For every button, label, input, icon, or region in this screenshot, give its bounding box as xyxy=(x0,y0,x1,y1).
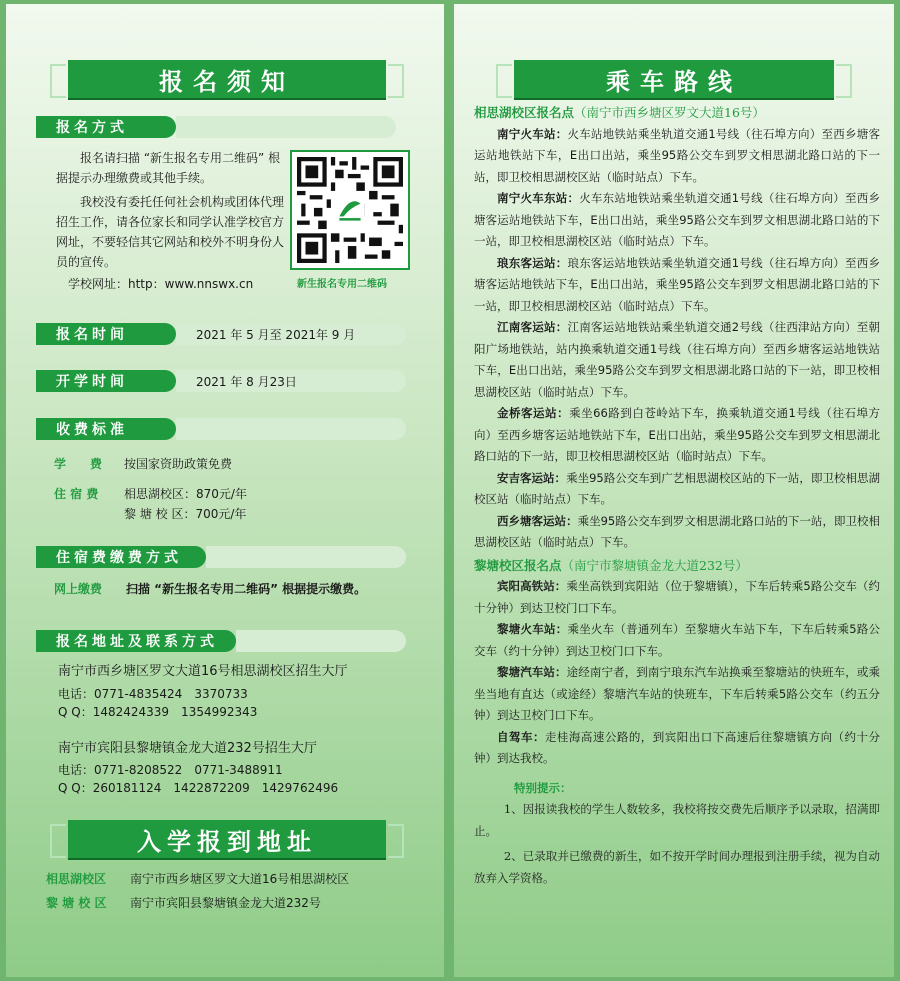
online-payment-value: 扫描 “新生报名专用二维码” 根据提示缴费。 xyxy=(126,582,367,596)
campus-xiangsihu-addr: （南宁市西乡塘区罗文大道16号） xyxy=(574,105,765,120)
address-1: 南宁市西乡塘区罗文大道16号相思湖校区招生大厅 xyxy=(58,664,348,679)
section-registration-time xyxy=(36,323,356,345)
address-2: 南宁市宾阳县黎塘镇金龙大道232号招生大厅 xyxy=(58,741,317,756)
route-item xyxy=(474,317,880,403)
campus-xiangsihu-label: 相思湖校区 xyxy=(46,872,107,886)
campus-litang-title: 黎塘校区报名点 xyxy=(474,557,562,573)
route-station: 南宁火车东站： xyxy=(497,191,580,205)
campus-litang-addr: （南宁市黎塘镇金龙大道232号） xyxy=(561,557,748,573)
section-title: 住宿费缴费方式 xyxy=(56,550,182,566)
section-fee-standard xyxy=(36,418,176,440)
route-content xyxy=(474,102,880,889)
route-item xyxy=(474,619,880,662)
route-text: 江南客运站地铁站乘坐轨道交通2号线（往西津站方向）至朝阳广场地铁站，站内换乘轨道交通1号线（往石埠方向）至西乡塘客运站地铁站下车，E出口出站，乘坐95路公交车到罗文相思湖北路口站的下一站，即卫校相思湖校区站（临时站点）下车。 xyxy=(474,320,880,399)
dorm-fee-xiangsihu: 相思湖校区：870元/年 xyxy=(124,487,247,501)
campus-xiangsihu-title: 相思湖校区报名点 xyxy=(474,105,575,120)
registration-paragraph-2: 我校没有委托任何社会机构或团体代理招生工作，请各位家长和同学认准学校官方网址，不要轻信其它网站和校外不明身份人员的宣传。 xyxy=(56,195,285,269)
route-text: 乘坐66路到白苍岭站下车，换乘轨道交通1号线（往石埠方向）至西乡塘客运站地铁站下车，E出口出站，乘坐95路公交车到罗文相思湖北路口站的下一站，即卫校相思湖校区站（临时站点）下车。 xyxy=(474,406,880,463)
route-text: 琅东客运站地铁站乘坐轨道交通1号线（往石埠方向）至西乡塘客运站地铁站下车，E出口出站，乘坐95路公交车到罗文相思湖北路口站的下一站，即卫校相思湖校区站（临时站点）下车。 xyxy=(474,255,880,313)
dorm-fee-label: 住 宿 费 xyxy=(54,487,99,501)
route-text: 乘坐火车（普通列车）至黎塘火车站下车，下车后转乘5路公交车（约十分钟）到达卫校门口下车。 xyxy=(474,622,880,658)
address-2-phone: 电话：0771-8208522 0771-3488911 xyxy=(58,763,283,777)
route-station: 金桥客运站： xyxy=(497,406,570,420)
section-title: 收费标准 xyxy=(56,422,128,438)
route-station: 琅东客运站： xyxy=(497,255,568,270)
section-bar-tail xyxy=(176,418,406,440)
route-station: 黎塘火车站： xyxy=(497,622,568,636)
qr-code-icon xyxy=(297,157,403,263)
tuition-value: 按国家资助政策免费 xyxy=(124,457,233,471)
bus-route-banner: 乘车路线 xyxy=(514,60,834,98)
route-item xyxy=(474,662,880,727)
section-bar-tail xyxy=(176,116,396,138)
report-address-banner: 入学报到地址 xyxy=(68,820,386,858)
route-station: 自驾车： xyxy=(497,729,545,744)
route-item xyxy=(474,124,880,189)
enrollment-notice-banner: 报名须知 xyxy=(68,60,386,98)
section-school-start xyxy=(36,370,297,392)
campus-litang-address: 南宁市宾阳县黎塘镇金龙大道232号 xyxy=(130,896,321,910)
section-title: 报名地址及联系方式 xyxy=(56,634,218,650)
route-item xyxy=(474,511,880,554)
route-station: 黎塘汽车站： xyxy=(497,665,567,679)
section-address-contact xyxy=(36,630,236,652)
section-title: 报名方式 xyxy=(56,120,128,136)
tuition-label: 学 费 xyxy=(54,457,103,471)
route-item xyxy=(474,576,880,619)
left-panel xyxy=(6,4,444,977)
routes-xiangsihu xyxy=(474,124,880,554)
route-text: 火车东站地铁站乘坐轨道交通1号线（往石埠方向）至西乡塘客运站地铁站下车，E出口出站，乘坐95路公交车到罗文相思湖北路口站的下一站，即卫校相思湖校区站（临时站点）下车。 xyxy=(474,191,880,248)
notice-1: 1、因报读我校的学生人数较多，我校将按交费先后顺序予以录取，招满即止。 xyxy=(474,802,880,838)
route-item xyxy=(474,403,880,468)
route-station: 宾阳高铁站： xyxy=(497,579,567,593)
address-2-qq: Q Q：260181124 1422872209 1429762496 xyxy=(58,781,339,795)
section-bar-tail xyxy=(236,630,406,652)
registration-time-value: 2021 年 5 月至 2021年 9 月 xyxy=(176,323,406,345)
route-text: 走桂海高速公路的，到宾阳出口下高速后往黎塘镇方向（约十分钟）到达我校。 xyxy=(474,729,880,765)
school-website[interactable]: 学校网址：http：www.nnswx.cn xyxy=(68,277,254,291)
qr-caption: 新生报名专用二维码 xyxy=(297,279,387,290)
route-station: 南宁火车站： xyxy=(497,126,568,141)
route-text: 乘坐95路公交车到广艺相思湖校区站的下一站，即卫校相思湖校区站（临时站点）下车。 xyxy=(474,470,881,506)
section-dorm-payment xyxy=(36,546,206,568)
campus-litang-label: 黎 塘 校 区 xyxy=(46,896,107,910)
registration-paragraph-1: 报名请扫描 “新生报名专用二维码” 根据提示办理缴费或其他手续。 xyxy=(56,151,281,185)
route-text: 乘坐高铁到宾阳站（位于黎塘镇），下车后转乘5路公交车（约十分钟）到达卫校门口下车。 xyxy=(474,579,880,615)
section-title: 报名时间 xyxy=(56,327,128,343)
online-payment-label: 网上缴费 xyxy=(54,582,103,596)
address-1-phone: 电话：0771-4835424 3370733 xyxy=(58,687,248,701)
route-item xyxy=(474,727,880,770)
route-item xyxy=(474,188,880,253)
campus-xiangsihu-address: 南宁市西乡塘区罗文大道16号相思湖校区 xyxy=(130,872,350,886)
notice-2: 2、已录取并已缴费的新生，如不按开学时间办理报到注册手续，视为自动放弃入学资格。 xyxy=(474,849,880,885)
route-text: 途经南宁者，到南宁琅东汽车站换乘至黎塘站的快班车，或乘坐当地有直达（或途经）黎塘汽车站的快班车，下车后转乘5路公交车（约五分钟）到达卫校门口下车。 xyxy=(474,665,880,722)
right-panel xyxy=(454,4,894,977)
dorm-fee-litang: 黎 塘 校 区：700元/年 xyxy=(124,507,247,521)
route-station: 江南客运站： xyxy=(497,320,568,334)
section-title: 开学时间 xyxy=(56,374,128,390)
route-station: 安吉客运站： xyxy=(497,470,567,485)
section-bar-tail xyxy=(206,546,406,568)
campus-xiangsihu-heading xyxy=(474,102,880,124)
route-station: 西乡塘客运站： xyxy=(497,513,578,528)
route-item xyxy=(474,468,880,511)
campus-litang-heading xyxy=(474,555,880,577)
address-1-qq: Q Q：1482424339 1354992343 xyxy=(58,705,258,719)
route-item xyxy=(474,253,880,318)
route-text: 火车站地铁站乘坐轨道交通1号线（往石埠方向）至西乡塘客运站地铁站下车，E出口出站，乘坐95路公交车到罗文相思湖北路口站的下一站，即卫校相思湖校区站（临时站点）下车。 xyxy=(474,126,880,184)
routes-litang xyxy=(474,576,880,770)
section-registration-method xyxy=(36,116,176,138)
school-start-value: 2021 年 8 月23日 xyxy=(176,370,406,392)
route-text: 乘坐95路公交车到罗文相思湖北路口站的下一站，即卫校相思湖校区站（临时站点）下车。 xyxy=(474,513,880,549)
notice-title: 特别提示： xyxy=(514,780,572,795)
qr-code[interactable] xyxy=(290,150,410,270)
